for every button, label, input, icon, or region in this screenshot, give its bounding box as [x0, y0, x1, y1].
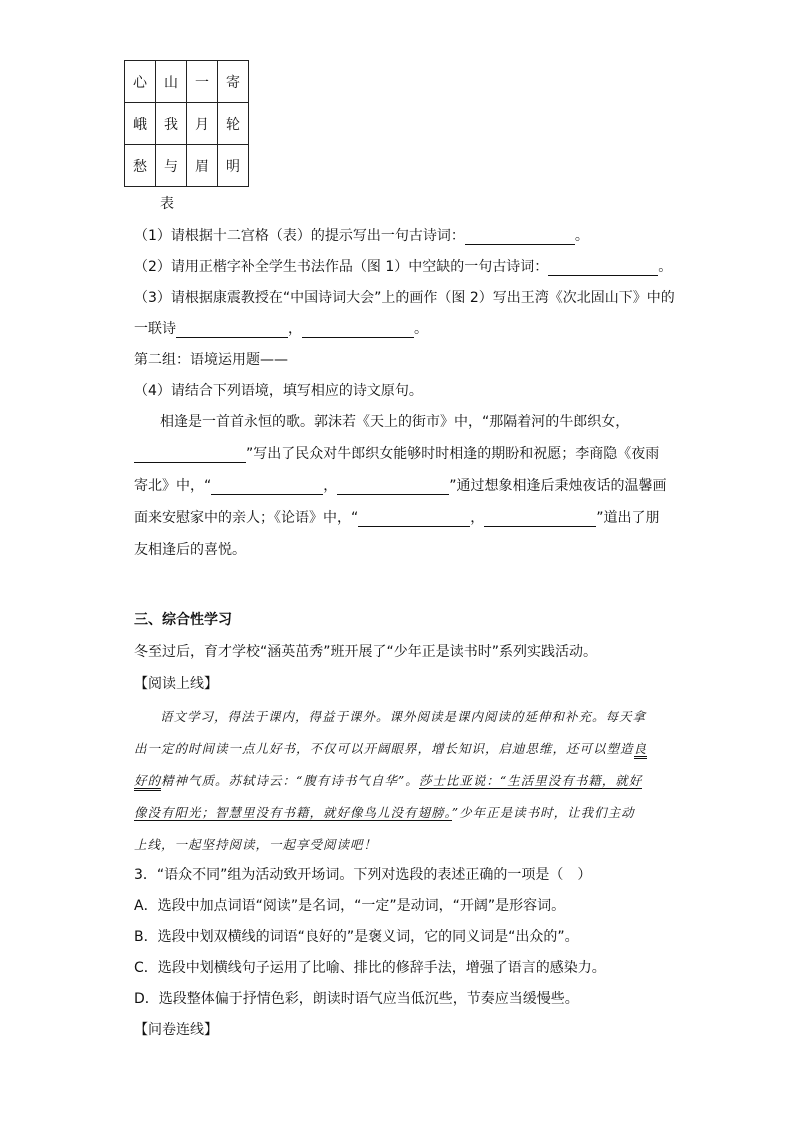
- answer-blank[interactable]: [484, 512, 596, 527]
- answer-blank[interactable]: [337, 480, 449, 495]
- grid-cell: 心: [125, 61, 156, 103]
- section-3-intro: 冬至过后，育才学校“涵英茁秀”班开展了“少年正是读书时”系列实践活动。: [134, 644, 598, 660]
- answer-blank[interactable]: [211, 480, 323, 495]
- option-b[interactable]: B．选段中划双横线的词语“良好的”是褒义词，它的同义词是“出众的”。: [134, 929, 579, 945]
- grid-cell: 峨: [125, 103, 156, 145]
- passage-text: 出一定的时间读一点儿好书，不仅可以开阔眼界，增长知识，启迪思维，还可以塑造: [134, 741, 634, 756]
- grid-cell: 月: [187, 103, 218, 145]
- answer-blank[interactable]: [134, 448, 246, 463]
- question-2-text: （2）请用正楷字补全学生书法作品（图 1）中空缺的一句古诗词：: [134, 259, 549, 275]
- twelve-palace-grid: [124, 60, 249, 187]
- q4-text: 面来安慰家中的亲人；《论语》中，“: [134, 510, 359, 526]
- q4-paragraph-line: 友相逢后的喜悦。: [134, 542, 246, 558]
- grid-cell: 山: [156, 61, 187, 103]
- q4-text: ”通过想象相逢后秉烛夜话的温馨画: [449, 478, 667, 494]
- answer-blank[interactable]: [548, 261, 658, 276]
- question-3-line2: [134, 320, 428, 338]
- question-1-text: （1）请根据十二宫格（表）的提示写出一句古诗词：: [134, 228, 465, 244]
- punct: ，: [470, 510, 485, 526]
- underlined-sentence: 像没有阳光；智慧里没有书籍，就好像鸟儿没有翅膀。: [134, 805, 452, 820]
- passage-line: [134, 804, 635, 822]
- grid-cell: 一: [187, 61, 218, 103]
- passage-text: 精神气质。苏轼诗云：“腹有诗书气自华”。: [161, 773, 419, 788]
- option-d[interactable]: D．选段整体偏于抒情色彩，朗读时语气应当低沉些，节奏应当缓慢些。: [134, 991, 579, 1007]
- option-c[interactable]: C．选段中划横线句子运用了比喻、排比的修辞手法，增强了语言的感染力。: [134, 960, 606, 976]
- question-3-lead: 一联诗: [134, 321, 176, 337]
- punct: 。: [658, 259, 673, 275]
- passage-line: 上线，一起坚持阅读，一起享受阅读吧！: [134, 837, 378, 852]
- grid-cell: 我: [156, 103, 187, 145]
- q4-text: 寄北》中，“: [134, 478, 212, 494]
- passage-text: ”少年正是读书时，让我们主动: [451, 805, 635, 820]
- question-1: [134, 227, 589, 245]
- q4-text: ”写出了民众对牛郎织女能够时时相逢的期盼和祝愿；李商隐《夜雨: [246, 446, 660, 462]
- question-3-stem: 3．“语众不同”组为活动致开场词。下列对选段的表述正确的一项是（ ）: [134, 867, 592, 883]
- option-a[interactable]: A．选段中加点词语“阅读”是名词，“一定”是动词，“开阔”是形容词。: [134, 898, 566, 914]
- underlined-sentence: 莎士比亚说：“生活里没有书籍，就好: [418, 773, 643, 788]
- double-underlined-word: 良: [634, 741, 648, 759]
- question-3-line1: （3）请根据康震教授在“中国诗词大会”上的画作（图 2）写出王湾《次北固山下》中的: [134, 290, 675, 306]
- q4-paragraph-line: [134, 509, 660, 527]
- q4-paragraph-line: 相逢是一首首永恒的歌。郭沫若《天上的街市》中，“那隔着河的牛郎织女，: [160, 414, 630, 430]
- grid-cell: 愁: [125, 145, 156, 187]
- question-4-text: （4）请结合下列语境，填写相应的诗文原句。: [134, 383, 423, 399]
- grid-cell: 轮: [218, 103, 249, 145]
- grid-cell: 明: [218, 145, 249, 187]
- punct: 。: [574, 228, 589, 244]
- answer-blank[interactable]: [176, 323, 288, 338]
- grid-cell: 寄: [218, 61, 249, 103]
- section-3-title: 三、综合性学习: [134, 612, 232, 628]
- question-2: [134, 258, 672, 276]
- passage-line: [134, 740, 647, 758]
- punct: 。: [414, 321, 428, 337]
- reading-label: 【阅读上线】: [134, 676, 218, 692]
- punct: ，: [288, 321, 302, 337]
- answer-blank[interactable]: [302, 323, 414, 338]
- passage-line: [134, 772, 642, 790]
- q4-text: ”道出了朋: [596, 510, 660, 526]
- double-underlined-word: 好的: [134, 773, 161, 791]
- grid-caption: 表: [160, 196, 174, 212]
- q4-paragraph-line: [134, 445, 659, 463]
- q4-paragraph-line: [134, 477, 667, 495]
- grid-cell: 眉: [187, 145, 218, 187]
- punct: ，: [323, 478, 338, 494]
- passage-line: 语文学习，得法于课内，得益于课外。课外阅读是课内阅读的延伸和补充。每天拿: [160, 709, 647, 724]
- answer-blank[interactable]: [465, 230, 575, 245]
- survey-label: 【问卷连线】: [134, 1022, 218, 1038]
- grid-cell: 与: [156, 145, 187, 187]
- answer-blank[interactable]: [358, 512, 470, 527]
- group-2-title: 第二组：语境运用题——: [134, 352, 288, 368]
